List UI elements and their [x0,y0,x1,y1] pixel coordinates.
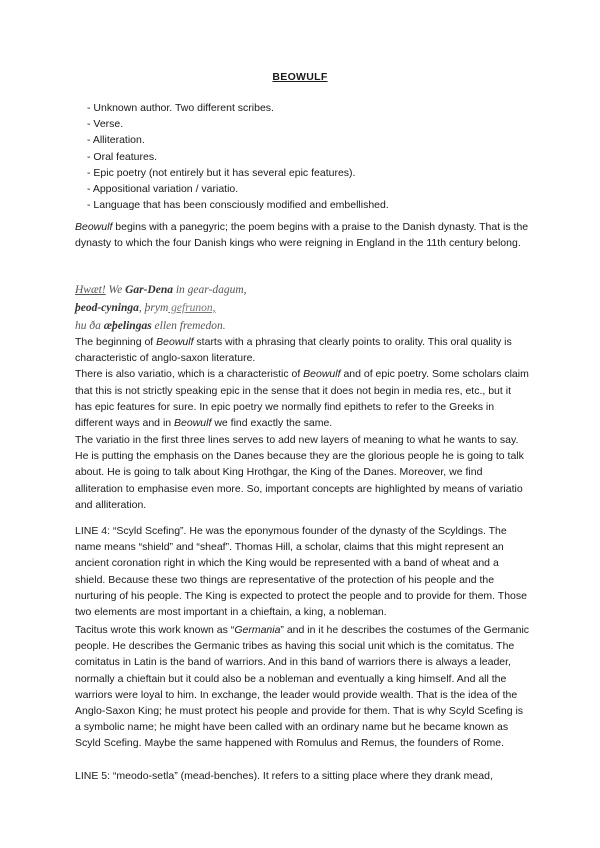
list-item: - Epic poetry (not entirely but it has several epic features). [87,166,356,179]
list-item: - Appositional variation / variatio. [87,183,239,196]
list-item: - Alliteration. [87,134,145,147]
poem-word: hu ða [75,320,104,332]
list-item: - Unknown author. Two different scribes. [87,102,274,114]
paragraph-line-4: LINE 4: “Scyld Scefing”. He was the eponymous founder of the dynasty of the Scyldings. The name means “shield” and “sheaf”. Thomas Hill, a scholar, claims that this might represent an ancient coronation right in which the King would be represented with a band of wheat and a shield. Because these two things are representative of the protection of his people and the nurturing of his people. The King is expected to protect the people and to provide for them. Those two elements are most important in a chieftain, a king, a nobleman. [75,525,527,619]
paragraph-text: begins with a panegyric; the poem begins with a praise to the Danish dynasty. That is the dynasty to which the four Danish kings who were reigning in England in the 11th century belong. [75,221,529,250]
list-item: - Verse. [87,118,124,131]
list-item: - Language that has been consciously modified and embellished. [87,199,389,212]
poem-word: æþelingas [103,320,152,332]
poem-word: in gear-dagum, [172,284,247,296]
document-title: BEOWULF [272,71,328,83]
paragraph-text: Tacitus wrote this work known as “ [75,624,235,636]
title-emphasis: Beowulf [303,368,341,381]
title-emphasis: Beowulf [174,417,212,430]
poem-word: , þrym [138,302,169,314]
paragraph-text: starts with a phrasing that clearly points to orality. This oral quality is characteristic of anglo-saxon literature. [75,336,512,365]
poem-word: Hwæt! [75,284,106,296]
title-emphasis: Beowulf [156,336,194,348]
poem-word: ellen fremedon. [151,320,226,332]
paragraph-orality [75,334,530,431]
poem-excerpt [75,281,375,335]
paragraph-text: and of epic poetry. Some scholars claim that this is not strictly speaking epic in the sense that it does not begin in media res, etc., but it has epic features for sure. In epic poetry we normally find epithets to refer to the Greeks in different ways and in [75,368,529,430]
poem-word: gefrunon, [168,302,216,314]
poem-word: þeod-cyninga [75,302,139,314]
paragraph-text: There is also variatio, which is a characteristic of [75,368,304,381]
poem-word: Gar-Dena [125,284,173,296]
paragraph-text: The beginning of [75,336,157,348]
list-item: - Oral features. [87,150,158,163]
paragraph-text: we find exactly the same. [211,417,333,430]
poem-line-1 [75,281,375,299]
paragraph-text: ” and in it he describes the costumes of the Germanic people. He describes the Germanic tribes as having this social unit which is the comitatus. The comitatus in Latin is the band of warriors. And in this band of warriors there is always a leader, normally a chieftain but it could also be a nobleman and eventually a king himself. And all the warriors were loyal to him. In exchange, the leader would provide wealth. That is the idea of the Anglo-Saxon King; he must protect his people and provide for them. That is why Scyld Scefing is a symbolic name; he might have been called with an ordinary name but he became known as Scyld Scefing. Maybe the same happened with Romulus and Remus, the founders of Rome. [75,624,530,750]
feature-list [87,100,389,213]
paragraph-germania [75,622,530,752]
poem-line-2 [75,299,375,317]
paragraph-line-5: LINE 5: “meodo-setla” (mead-benches). It refers to a sitting place where they drank mead, [75,770,493,782]
paragraph-variatio: The variatio in the first three lines serves to add new layers of meaning to what he wants to say. He is putting the emphasis on the Danes because they are the glorious people he is going to talk about. He is going to talk about King Hrothgar, the King of the Danes. Moreover, we find alliteration to emphasise even more. So, important concepts are highlighted by means of variatio and alliteration. [75,434,524,511]
poem-line-3 [75,317,375,335]
title-emphasis: Germania [234,624,281,636]
poem-word: We [105,284,126,296]
paragraph-panegyric [75,219,530,251]
title-emphasis: Beowulf [75,221,113,233]
